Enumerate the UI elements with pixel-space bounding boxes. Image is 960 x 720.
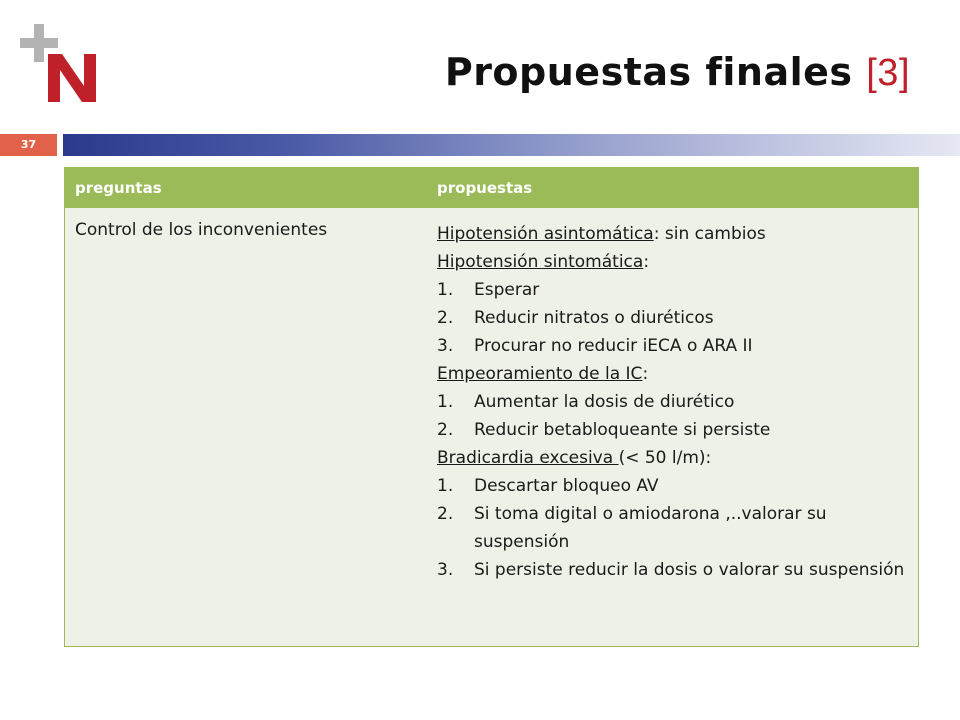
list-item-text: Esperar xyxy=(474,280,540,300)
list-marker: 2. xyxy=(437,420,454,440)
list-marker: 1. xyxy=(437,280,454,300)
heart-failure-colon: : xyxy=(642,364,649,384)
list-item-text: Reducir nitratos o diuréticos xyxy=(474,308,714,328)
list-marker: 1. xyxy=(437,476,454,496)
column-header-preguntas: preguntas xyxy=(75,179,162,197)
bradycardia-line xyxy=(437,444,907,472)
symptomatic-colon: : xyxy=(643,252,650,272)
column-header-propuestas: propuestas xyxy=(437,179,533,197)
logo-icon xyxy=(12,18,98,104)
bradycardia-text: (< 50 l/m): xyxy=(618,448,712,468)
list-item xyxy=(437,500,907,556)
title-reference: [3] xyxy=(866,52,910,94)
list-marker: 3. xyxy=(437,336,454,356)
asymptomatic-hypotension-line xyxy=(437,220,907,248)
question-cell: Control de los inconvenientes xyxy=(75,220,328,240)
symptomatic-label: Hipotensión sintomática xyxy=(437,252,644,272)
page-title xyxy=(445,50,910,95)
heart-failure-line xyxy=(437,360,907,388)
list-item-text: Reducir betabloqueante si persiste xyxy=(474,420,771,440)
table-row xyxy=(65,208,918,646)
list-item xyxy=(437,388,907,416)
proposals-table xyxy=(64,167,919,647)
table-header xyxy=(65,168,918,208)
list-item-text: Procurar no reducir iECA o ARA II xyxy=(474,336,753,356)
list-marker: 2. xyxy=(437,308,454,328)
list-item xyxy=(437,416,907,444)
list-marker: 2. xyxy=(437,504,454,524)
symptomatic-hypotension-line xyxy=(437,248,907,276)
list-item-text: Si persiste reducir la dosis o valorar su suspensión xyxy=(474,560,905,580)
list-item-text: Si toma digital o amiodarona ,..valorar su suspensión xyxy=(474,504,827,552)
list-item xyxy=(437,332,907,360)
bradycardia-label: Bradicardia excesiva xyxy=(437,448,619,468)
list-item-text: Descartar bloqueo AV xyxy=(474,476,659,496)
asymptomatic-label: Hipotensión asintomática xyxy=(437,224,654,244)
list-marker: 1. xyxy=(437,392,454,412)
asymptomatic-text: : sin cambios xyxy=(653,224,766,244)
list-marker: 3. xyxy=(437,560,454,580)
list-item xyxy=(437,304,907,332)
list-item-text: Aumentar la dosis de diurético xyxy=(474,392,735,412)
heart-failure-label: Empeoramiento de la IC xyxy=(437,364,643,384)
proposals-cell xyxy=(437,220,907,584)
list-item xyxy=(437,472,907,500)
slide-number: 37 xyxy=(0,134,57,156)
header-gradient-bar xyxy=(63,134,960,156)
list-item xyxy=(437,276,907,304)
list-item xyxy=(437,556,907,584)
title-main: Propuestas finales xyxy=(444,50,853,94)
